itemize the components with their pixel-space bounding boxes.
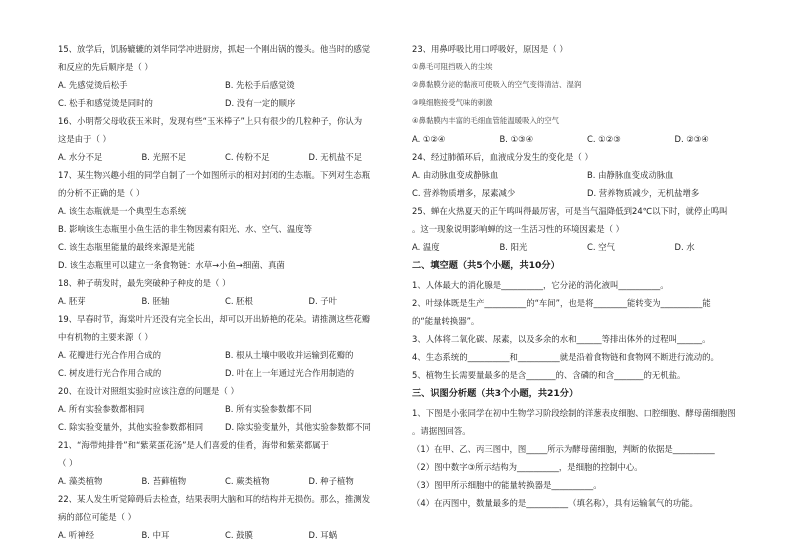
q15-option-d: D. 没有一定的顺序	[225, 98, 296, 108]
q17-option-a: A. 该生态瓶就是一个典型生态系统	[58, 206, 187, 216]
q20-options	[58, 400, 392, 418]
q15-option-a: A. 先感觉烫后松手	[58, 80, 128, 90]
q25-stem: 25、蝉在火热夏天的正午鸣叫得最厉害，可是当气温降低到24℃以下时，就停止鸣叫	[412, 206, 728, 216]
q24-option-d: D. 营养物质减少，无机盐增多	[587, 188, 700, 198]
q16-options	[58, 148, 392, 166]
q22-option-b: B. 中耳	[141, 530, 170, 540]
q17-option-b: B. 影响该生态瓶里小鱼生活的非生物因素有阳光、水、空气、温度等	[58, 224, 312, 234]
diagram-q1-stem-cont: 。请据图回答。	[412, 426, 471, 436]
q20-options-2	[58, 418, 392, 436]
q24-option-c: C. 营养物质增多，尿素减少	[412, 188, 516, 198]
q23-option-c: C. ①②③	[587, 134, 621, 144]
q23-option-b: B. ①③④	[499, 134, 534, 144]
diagram-q1-part-1: （1）在甲、乙、丙三图中，图_____所示为酵母菌细胞，判断的依据是__________	[412, 444, 715, 454]
diagram-q1-part-2: （2）图中数字③所示结构为__________，是细胞的控制中心。	[412, 462, 643, 472]
q19-option-c: C. 树皮进行光合作用合成的	[58, 368, 162, 378]
q15-options	[58, 76, 392, 94]
q20-option-d: D. 除实验变量外，其他实验参数都不同	[225, 422, 371, 432]
q21-option-b: B. 苔藓植物	[141, 476, 187, 486]
q20-option-c: C. 除实验变量外，其他实验参数都相同	[58, 422, 204, 432]
q19-options-2	[58, 364, 392, 382]
q20-option-a: A. 所有实验参数都相同	[58, 404, 145, 414]
q22-stem: 22、某人发生听觉障碍后去检查，结果表明大脑和耳的结构并无损伤。那么，推测发	[58, 494, 371, 504]
q23-statement-2: ②鼻黏膜分泌的黏液可使吸入的空气变得清洁、湿润	[412, 80, 582, 89]
q22-option-c: C. 鼓膜	[225, 530, 253, 540]
diagram-q1-part-4: （4）在丙图中，数量最多的是__________（填名称），具有运输氧气的功能。	[412, 498, 698, 508]
q18-options	[58, 292, 392, 310]
q23-option-d: D. ②③④	[674, 134, 709, 144]
q15-option-c: C. 松手和感觉烫是同时的	[58, 98, 153, 108]
q24-options-2	[412, 184, 762, 202]
q19-stem: 19、早春时节，海棠叶片还没有完全长出，却可以开出娇艳的花朵。请推测这些花瓣	[58, 314, 371, 324]
q21-options	[58, 472, 392, 490]
q23-option-a: A. ①②④	[412, 134, 446, 144]
q18-option-a: A. 胚芽	[58, 296, 86, 306]
q15-options-2	[58, 94, 392, 112]
q19-options	[58, 346, 392, 364]
q15-stem: 15、放学后，饥肠辘辘的刘华同学冲进厨房，抓起一个刚出锅的馒头。他当时的感觉	[58, 44, 371, 54]
q23-statement-3: ③嗅细胞接受气味的刺激	[412, 98, 493, 107]
q19-stem-cont: 中有机物的主要来源（ ）	[58, 332, 153, 342]
diagram-q1-part-3: （3）图甲所示细胞中的能量转换器是__________。	[412, 480, 602, 490]
q18-stem: 18、种子萌发时，最先突破种子种皮的是（ ）	[58, 278, 231, 288]
q24-options	[412, 166, 762, 184]
q21-stem-cont: （ ）	[58, 458, 78, 468]
q17-stem-cont: 的分析不正确的是（ ）	[58, 188, 145, 198]
fill-3: 3、人体将二氧化碳、尿素，以及多余的水和______等排出体外的过程叫______。	[412, 334, 711, 344]
q16-option-c: C. 传粉不足	[225, 152, 270, 162]
q25-option-a: A. 温度	[412, 242, 440, 252]
q15-stem-cont: 和反应的先后顺序是（ ）	[58, 62, 153, 72]
q16-option-b: B. 光照不足	[141, 152, 187, 162]
fill-2-cont: 的“能量转换器”。	[412, 316, 480, 326]
q21-option-a: A. 藻类植物	[58, 476, 103, 486]
q23-statement-1: ①鼻毛可阻挡吸入的尘埃	[412, 62, 493, 71]
fill-2: 2、叶绿体既是生产__________的“车间”，也是将________能转变为__________能	[412, 298, 711, 308]
q24-option-a: A. 由动脉血变成静脉血	[412, 170, 499, 180]
q17-stem: 17、某生物兴趣小组的同学自制了一个如图所示的相对封闭的生态瓶。下列对生态瓶	[58, 170, 371, 180]
q21-option-d: D. 种子植物	[308, 476, 354, 486]
q16-option-d: D. 无机盐不足	[308, 152, 363, 162]
q21-stem: 21、“海带炖排骨”和“紫菜蛋花汤”是人们喜爱的佳肴，海带和紫菜都属于	[58, 440, 329, 450]
fill-1: 1、人体最大的消化腺是__________，它分泌的消化液叫__________。	[412, 280, 669, 290]
q17-option-d: D. 该生态瓶里可以建立一条食物链：水草→小鱼→细菌、真菌	[58, 260, 285, 270]
q24-option-b: B. 由静脉血变成动脉血	[587, 170, 674, 180]
q20-stem: 20、在设计对照组实验时应该注意的问题是（ ）	[58, 386, 239, 396]
q22-option-a: A. 听神经	[58, 530, 95, 540]
q24-stem: 24、经过肺循环后，血液成分发生的变化是（ ）	[412, 152, 593, 162]
q25-stem-cont: 。这一现象说明影响蝉的这一生活习性的环境因素是（ ）	[412, 224, 625, 234]
q16-option-a: A. 水分不足	[58, 152, 103, 162]
q25-options	[412, 238, 762, 256]
q25-option-d: D. 水	[674, 242, 695, 252]
q25-option-c: C. 空气	[587, 242, 615, 252]
q22-option-d: D. 耳蜗	[308, 530, 338, 540]
fill-4: 4、生态系统的__________和__________就是沿着食物链和食物网不断进行流动的。	[412, 352, 719, 362]
q19-option-d: D. 叶在上一年通过光合作用制造的	[225, 368, 355, 378]
right-column	[412, 40, 762, 512]
q16-stem: 16、小明帮父母收获玉米时，发现有些“玉米棒子”上只有很少的几粒种子，你认为	[58, 116, 363, 126]
q18-option-c: C. 胚根	[225, 296, 253, 306]
q19-option-a: A. 花瓣进行光合作用合成的	[58, 350, 162, 360]
section-2-title: 二、填空题（共5个小题，共10分）	[412, 260, 560, 271]
q20-option-b: B. 所有实验参数都不同	[225, 404, 312, 414]
q15-option-b: B. 先松手后感觉烫	[225, 80, 295, 90]
q18-option-b: B. 胚轴	[141, 296, 170, 306]
fill-5: 5、植物生长需要量最多的是含_______的、含磷的和含_______的无机盐。	[412, 370, 686, 380]
diagram-q1-stem: 1、下图是小张同学在初中生物学习阶段绘制的洋葱表皮细胞、口腔细胞、酵母菌细胞图	[412, 408, 736, 418]
q23-statement-4: ④鼻黏膜内丰富的毛细血管能温暖吸入的空气	[412, 116, 560, 125]
left-column	[58, 40, 392, 544]
q22-options	[58, 526, 392, 544]
q23-stem: 23、用鼻呼吸比用口呼吸好，原因是（ ）	[412, 44, 568, 54]
q23-options	[412, 130, 762, 148]
section-3-title: 三、识图分析题（共3个小题，共21分）	[412, 388, 579, 399]
q21-option-c: C. 蕨类植物	[225, 476, 270, 486]
q19-option-b: B. 根从土壤中吸收并运输到花瓣的	[225, 350, 354, 360]
q16-stem-cont: 这是由于（ ）	[58, 134, 111, 144]
q22-stem-cont: 病的部位可能是（ ）	[58, 512, 137, 522]
q18-option-d: D. 子叶	[308, 296, 338, 306]
q25-option-b: B. 阳光	[499, 242, 528, 252]
q17-option-c: C. 该生态瓶里能量的最终来源是光能	[58, 242, 195, 252]
